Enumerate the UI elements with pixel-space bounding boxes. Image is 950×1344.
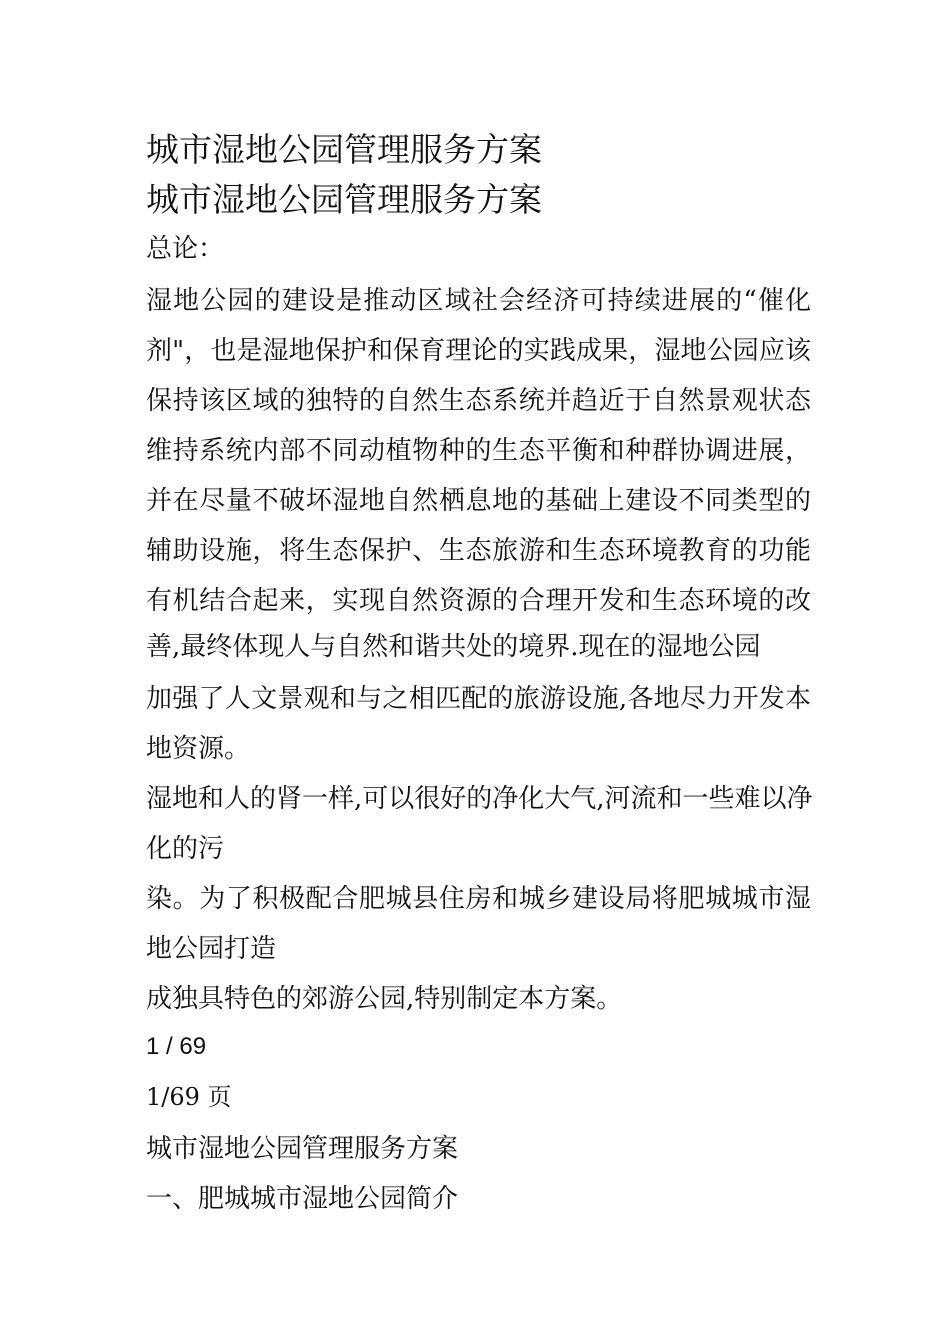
paragraph-line: 化的污 — [146, 834, 225, 864]
paragraph-line: 辅助设施，将生态保护、生态旅游和生态环境教育的功能 — [146, 536, 811, 566]
page-number: 1 / 69 — [146, 1033, 207, 1060]
paragraph-line: 湿地和人的肾一样,可以很好的净化大气,河流和一些难以净 — [146, 784, 813, 814]
paragraph-line: 维持系统内部不同动植物种的生态平衡和种群协调进展， — [146, 436, 811, 466]
paragraph-line: 湿地公园的建设是推动区域社会经济可持续进展的“催化 — [146, 286, 811, 316]
document-title-repeat: 城市湿地公园管理服务方案 — [146, 180, 542, 219]
paragraph-line: 并在尽量不破坏湿地自然栖息地的基础上建设不同类型的 — [146, 486, 811, 516]
page-label: 1/69 页 — [146, 1083, 232, 1111]
running-title: 城市湿地公园管理服务方案 — [146, 1134, 459, 1164]
paragraph-line: 染。为了积极配合肥城县住房和城乡建设局将肥城城市湿 — [146, 884, 811, 914]
document-title: 城市湿地公园管理服务方案 — [146, 130, 542, 169]
paragraph-line: 地资源。 — [146, 734, 251, 764]
paragraph-line: 剂"，也是湿地保护和保育理论的实践成果，湿地公园应该 — [146, 336, 811, 366]
overview-heading: 总论： — [146, 234, 225, 264]
paragraph-line: 有机结合起来，实现自然资源的合理开发和生态环境的改 — [146, 586, 811, 616]
paragraph-line: 成独具特色的郊游公园,特别制定本方案。 — [146, 984, 623, 1014]
paragraph-line: 善,最终体现人与自然和谐共处的境界.现在的湿地公园 — [146, 632, 761, 662]
paragraph-line: 地公园打造 — [146, 934, 277, 964]
paragraph-line: 保持该区域的独特的自然生态系统并趋近于自然景观状态 — [146, 386, 811, 416]
paragraph-line: 加强了人文景观和与之相匹配的旅游设施,各地尽力开发本 — [146, 684, 811, 714]
section-heading: 一、肥城城市湿地公园简介 — [146, 1184, 459, 1214]
